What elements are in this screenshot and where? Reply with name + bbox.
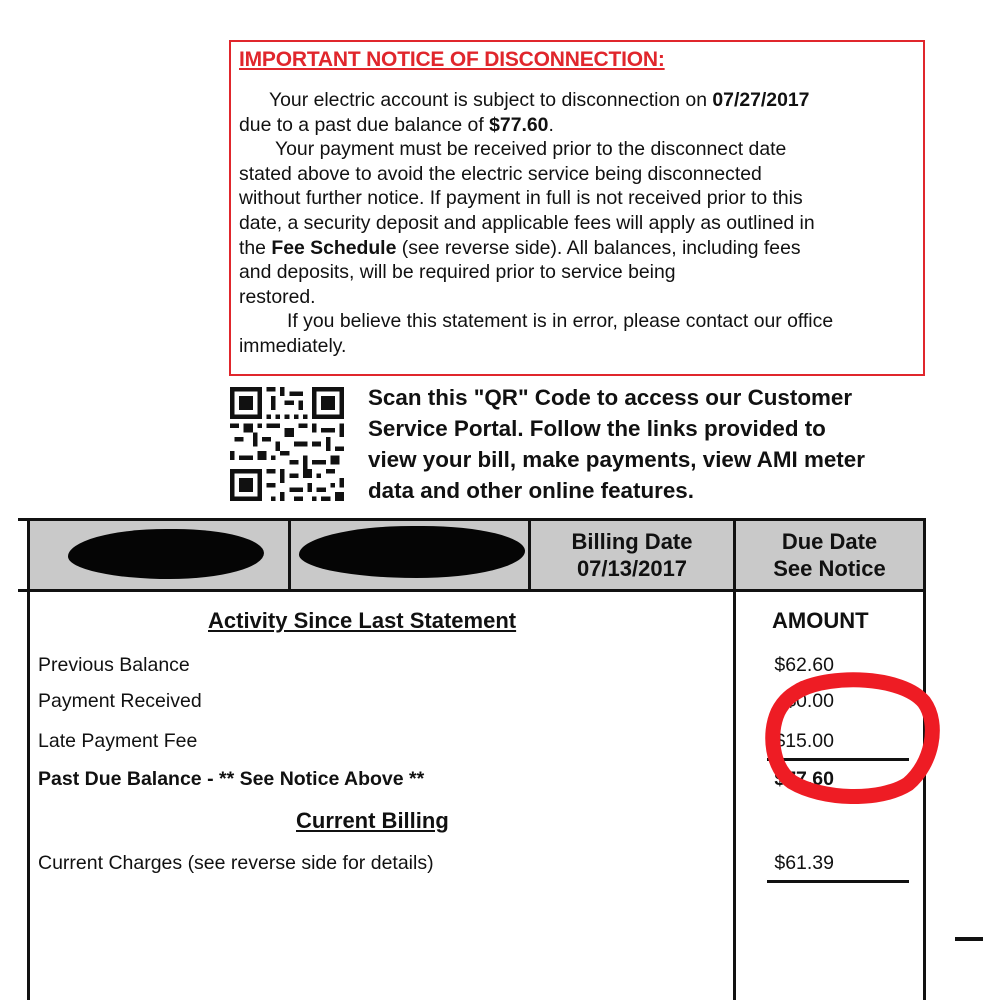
divider — [923, 518, 926, 592]
past-due-amount: $77.60 — [489, 113, 549, 136]
billing-date-label: Billing Date — [571, 529, 693, 554]
amount-header: AMOUNT — [772, 608, 869, 633]
amount-payment-received: $0.00 — [785, 690, 834, 712]
notice-line: immediately. — [239, 334, 347, 357]
due-date-cell — [736, 521, 923, 589]
row-label-past-due: Past Due Balance - ** See Notice Above ** — [38, 768, 425, 790]
amount-previous-balance: $62.60 — [774, 654, 834, 676]
qr-instructions — [368, 382, 928, 506]
due-date-label: Due Date — [781, 529, 878, 554]
notice-text: . — [548, 113, 554, 136]
redaction-mark — [68, 529, 264, 579]
qr-line: data and other online features. — [368, 478, 694, 503]
divider — [733, 518, 736, 592]
row-label-late-fee: Late Payment Fee — [38, 730, 198, 752]
billing-date-cell — [531, 521, 733, 589]
divider — [923, 592, 926, 1000]
notice-text: due to a past due balance of — [239, 113, 490, 136]
qr-code[interactable] — [230, 387, 344, 501]
qr-line: Scan this "QR" Code to access our Customer — [368, 385, 853, 410]
account-cell-1 — [30, 521, 288, 589]
divider — [27, 592, 30, 1000]
notice-text: (see reverse side). All balances, including fees — [396, 236, 801, 259]
billing-date-value: 07/13/2017 — [576, 556, 688, 581]
notice-line — [239, 236, 915, 261]
divider — [288, 518, 291, 592]
row-label-payment-received: Payment Received — [38, 690, 202, 712]
activity-title: Activity Since Last Statement — [208, 608, 517, 633]
fee-schedule-ref: Fee Schedule — [271, 236, 397, 259]
disconnection-notice — [229, 40, 925, 376]
notice-line — [239, 88, 915, 113]
notice-line: restored. — [239, 285, 316, 308]
row-label-previous-balance: Previous Balance — [38, 654, 190, 676]
notice-line: Your payment must be received prior to the disconnect date — [275, 138, 787, 161]
qr-line: view your bill, make payments, view AMI meter — [368, 447, 865, 472]
notice-body — [239, 88, 915, 359]
notice-line: and deposits, will be required prior to service being — [239, 261, 676, 284]
divider — [528, 518, 531, 592]
disconnect-date: 07/27/2017 — [712, 89, 810, 111]
amount-current-charges: $61.39 — [774, 852, 834, 874]
notice-line: stated above to avoid the electric service being disconnected — [239, 162, 762, 185]
notice-title: IMPORTANT NOTICE OF DISCONNECTION: — [239, 48, 665, 71]
stray-mark — [955, 937, 983, 941]
due-date-value: See Notice — [773, 556, 886, 581]
amount-late-fee: $15.00 — [774, 730, 834, 752]
sum-line — [767, 880, 909, 883]
account-cell-2 — [291, 521, 528, 589]
sum-line — [767, 758, 909, 761]
current-billing-title: Current Billing — [296, 808, 449, 833]
row-label-current-charges: Current Charges (see reverse side for details) — [38, 852, 434, 874]
account-header-row — [0, 518, 926, 592]
notice-line: If you believe this statement is in error, please contact our office — [287, 310, 834, 333]
notice-line: without further notice. If payment in full is not received prior to this — [239, 187, 803, 210]
qr-line: Service Portal. Follow the links provided to — [368, 416, 826, 441]
notice-line: date, a security deposit and applicable fees will apply as outlined in — [239, 211, 815, 234]
notice-line — [239, 113, 915, 138]
divider — [27, 518, 30, 592]
notice-text: Your electric account is subject to disconnection on — [269, 89, 713, 111]
statement-body — [0, 592, 926, 1000]
notice-text: the — [239, 236, 272, 259]
redaction-mark — [299, 526, 525, 578]
amount-past-due: $77.60 — [774, 768, 834, 790]
divider — [733, 592, 736, 1000]
